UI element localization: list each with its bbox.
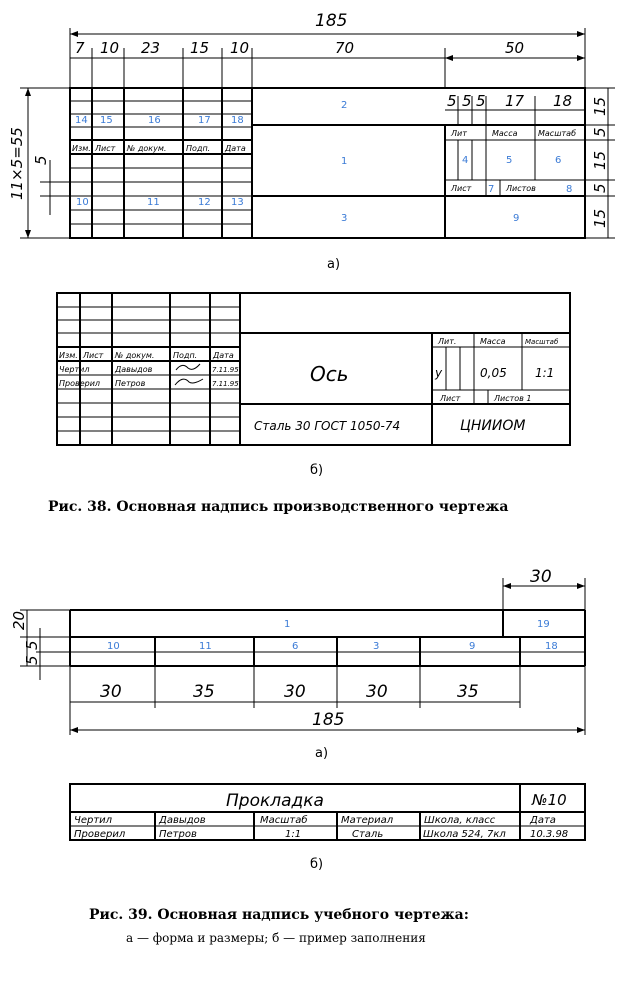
fig38b-material: Сталь 30 ГОСТ 1050-74: [254, 419, 401, 433]
signature-1: [176, 364, 200, 370]
fig39a-label: а): [315, 746, 329, 761]
fig38b-scale-label: Масштаб: [525, 338, 559, 346]
fig38a-cell-9: 9: [513, 213, 520, 224]
fig38a-cell-2: 2: [341, 100, 348, 111]
fig38b-r2-name: Петров: [115, 379, 146, 388]
fig38a-dim-seg-5: 10: [230, 39, 250, 57]
caption-39-sub: а — форма и размеры; б — пример заполнения: [126, 931, 426, 945]
fig39a-cell-1: 1: [284, 619, 291, 630]
fig38a-dim-rs-5: 15: [591, 208, 609, 228]
fig38a-dim-right-2: 5: [462, 92, 472, 110]
fig38b-lit-label: Лит.: [438, 337, 457, 346]
fig38a-cell-4: 4: [462, 155, 469, 166]
fig39a-cell-6: 6: [292, 641, 299, 652]
fig38a-h-izm: Изм.: [72, 144, 91, 153]
fig39a-cell-11: 11: [199, 641, 212, 652]
fig38a-dim-left-small: 5: [32, 155, 50, 165]
fig38a-cell-15: 15: [100, 115, 113, 126]
fig38a-dim-right-5: 18: [553, 92, 573, 110]
fig39b-r1-c3: Масштаб: [260, 815, 308, 826]
fig38a-cell-13: 13: [231, 197, 244, 208]
fig38a-h-podp: Подп.: [186, 144, 211, 153]
fig39b-r1-c6: Дата: [530, 815, 556, 826]
fig38b-r1-name: Давыдов: [115, 365, 153, 374]
fig38a-cell-6: 6: [555, 155, 562, 166]
fig38a-cell-17: 17: [198, 115, 211, 126]
caption-38: Рис. 38. Основная надпись производственного чертежа: [48, 499, 509, 515]
fig38b-r1-date: 7.11.95: [212, 366, 239, 374]
fig38b-h-list: Лист: [83, 351, 104, 360]
fig39b-r2-c5: Школа 524, 7кл: [423, 829, 506, 840]
fig39b-r2-c6: 10.3.98: [530, 829, 569, 840]
fig39b-r2-c3: 1:1: [285, 829, 302, 840]
fig38a-h-list2: Лист: [451, 184, 472, 193]
fig39a: [10, 567, 585, 761]
fig38b-h-doc: № докум.: [115, 351, 155, 360]
fig39a-dim-seg-5: 35: [457, 682, 479, 702]
fig39a-dim-left-5b: 5: [23, 655, 41, 665]
fig38b-org: ЦНИИОМ: [460, 418, 526, 434]
fig39a-dim-seg-1: 30: [100, 682, 122, 702]
fig39a-cell-9: 9: [469, 641, 476, 652]
fig38b-r2-date: 7.11.95: [212, 380, 239, 388]
fig38a-h-listov: Листов: [506, 184, 536, 193]
fig38a-cell-5: 5: [506, 155, 513, 166]
fig38a-cell-7: 7: [488, 184, 495, 195]
fig38a-dim-total: 185: [315, 11, 348, 31]
fig38b-h-podp: Подп.: [173, 351, 198, 360]
fig38a-dim-seg-1: 7: [75, 39, 85, 57]
fig38b-h-data: Дата: [213, 351, 234, 360]
fig38a-cell-8: 8: [566, 184, 573, 195]
fig38a-dim-seg-7: 50: [505, 39, 525, 57]
fig39a-dim-total: 185: [312, 710, 345, 730]
fig38a-label: а): [327, 257, 341, 272]
fig38a-cell-14: 14: [75, 115, 88, 126]
fig39a-dim-top-right: 30: [530, 567, 552, 587]
fig38b-lit-value: у: [435, 366, 443, 380]
fig38a-dim-seg-3: 23: [141, 39, 161, 57]
fig38a-cell-3: 3: [341, 213, 348, 224]
signature-2: [175, 379, 203, 385]
fig39b-r2-c1: Проверил: [74, 829, 126, 840]
fig38b-title: Ось: [310, 362, 349, 386]
fig38a-dim-right-3: 5: [476, 92, 486, 110]
fig38a-dim-seg-4: 15: [190, 39, 210, 57]
fig39b-r1-c5: Школа, класс: [424, 815, 496, 826]
fig39a-dim-left-20: 20: [10, 610, 28, 630]
fig38b-sheets-label: Листов 1: [494, 394, 532, 403]
fig38a-h-masshtab: Масштаб: [538, 129, 577, 138]
fig39b-r1-c4: Материал: [341, 815, 394, 826]
fig38a-dim-right-4: 17: [505, 92, 525, 110]
fig39a-dim-seg-3: 30: [284, 682, 306, 702]
fig38a-dim-rs-3: 15: [591, 150, 609, 170]
fig38b-text: [59, 337, 559, 478]
fig38b-r2-role: Проверил: [59, 379, 101, 388]
fig39a-cell-19: 19: [537, 619, 550, 630]
fig38b-label: б): [310, 463, 324, 478]
fig38a-cell-16: 16: [148, 115, 161, 126]
fig38a-dim-right-1: 5: [447, 92, 457, 110]
fig38b-scale-value: 1:1: [535, 366, 555, 380]
fig39b-title: Прокладка: [226, 791, 324, 811]
fig39a-cell-10: 10: [107, 641, 120, 652]
fig39b-r1-c1: Чертил: [74, 815, 113, 826]
fig38b-h-izm: Изм.: [59, 351, 78, 360]
caption-39: Рис. 39. Основная надпись учебного чертежа:: [89, 907, 469, 923]
fig39b-r2-c4: Сталь: [352, 829, 384, 840]
fig38a-cell-1: 1: [341, 156, 348, 167]
fig38b-sheet-label: Лист: [440, 394, 461, 403]
fig38a-dim-rs-2: 5: [591, 127, 609, 137]
fig38a-h-list: Лист: [95, 144, 116, 153]
fig38a-cell-10: 10: [76, 197, 89, 208]
fig39b: [70, 784, 585, 872]
fig39b-r1-c2: Давыдов: [159, 815, 206, 826]
fig38a-h-data: Дата: [225, 144, 246, 153]
fig38b-r1-role: Чертил: [59, 365, 90, 374]
fig38a-dim-rs-4: 5: [591, 183, 609, 193]
fig38a-dim-rs-1: 15: [591, 96, 609, 116]
fig38b-mass-label: Масса: [480, 337, 506, 346]
fig38a-dim-seg-6: 70: [335, 39, 355, 57]
fig38a-cell-18: 18: [231, 115, 244, 126]
fig39a-cell-3: 3: [373, 641, 380, 652]
fig39a-cell-18: 18: [545, 641, 558, 652]
fig38a-cell-12: 12: [198, 197, 211, 208]
fig38a-h-lit: Лит: [451, 129, 467, 138]
fig38b-mass-value: 0,05: [480, 366, 507, 380]
fig38a-h-doc: № докум.: [127, 144, 167, 153]
fig38a-cell-11: 11: [147, 197, 160, 208]
fig39b-r2-c2: Петров: [159, 829, 197, 840]
fig39b-label: б): [310, 857, 324, 872]
fig39a-dim-seg-4: 30: [366, 682, 388, 702]
fig39b-number: №10: [532, 791, 567, 809]
fig39a-dim-left-5a: 5: [23, 640, 41, 650]
fig38a-dim-left: 11×5=55: [8, 127, 26, 200]
fig38a-dim-seg-2: 10: [100, 39, 120, 57]
fig39a-dim-seg-2: 35: [193, 682, 215, 702]
fig38a-h-massa: Масса: [492, 129, 518, 138]
